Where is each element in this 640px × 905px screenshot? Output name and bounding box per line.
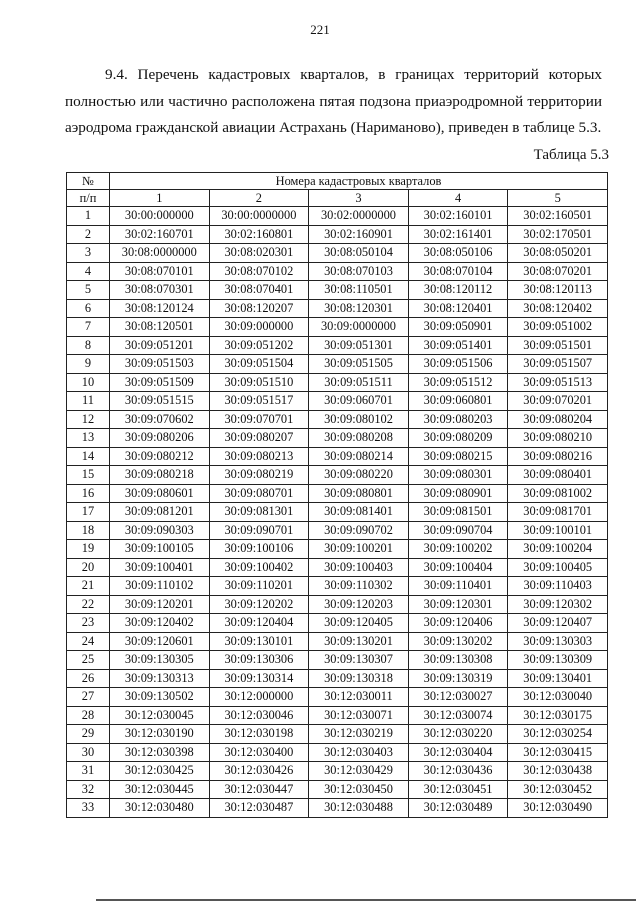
cadastral-number-cell: 30:12:030452	[508, 780, 608, 799]
cadastral-number-cell: 30:09:051503	[110, 355, 210, 374]
cadastral-number-cell: 30:09:080214	[309, 447, 409, 466]
table-row	[67, 503, 608, 522]
cadastral-number-cell: 30:09:130319	[408, 669, 508, 688]
row-number-cell: 25	[67, 651, 110, 670]
cadastral-number-cell: 30:09:060801	[408, 392, 508, 411]
cadastral-number-cell: 30:09:120201	[110, 595, 210, 614]
cadastral-number-cell: 30:00:000000	[110, 207, 210, 226]
table-row	[67, 410, 608, 429]
cadastral-number-cell: 30:09:110302	[309, 577, 409, 596]
cadastral-number-cell: 30:09:090704	[408, 521, 508, 540]
cadastral-number-cell: 30:12:030490	[508, 799, 608, 818]
table-row	[67, 799, 608, 818]
table-row	[67, 706, 608, 725]
cadastral-number-cell: 30:09:130201	[309, 632, 409, 651]
cadastral-number-cell: 30:12:030074	[408, 706, 508, 725]
cadastral-number-cell: 30:09:051511	[309, 373, 409, 392]
page-number: 221	[310, 22, 330, 37]
cadastral-number-cell: 30:09:130305	[110, 651, 210, 670]
table-row	[67, 595, 608, 614]
cadastral-number-cell: 30:09:130313	[110, 669, 210, 688]
cadastral-number-cell: 30:09:100405	[508, 558, 608, 577]
cadastral-number-cell: 30:02:0000000	[309, 207, 409, 226]
table-row	[67, 281, 608, 300]
cadastral-number-cell: 30:09:110401	[408, 577, 508, 596]
cadastral-number-cell: 30:09:080301	[408, 466, 508, 485]
cadastral-number-cell: 30:12:030447	[209, 780, 309, 799]
cadastral-number-cell: 30:09:130309	[508, 651, 608, 670]
row-number-cell: 1	[67, 207, 110, 226]
cadastral-number-cell: 30:09:120302	[508, 595, 608, 614]
cadastral-number-cell: 30:09:100204	[508, 540, 608, 559]
cadastral-number-cell: 30:09:051301	[309, 336, 409, 355]
cadastral-number-cell: 30:12:030480	[110, 799, 210, 818]
cadastral-number-cell: 30:09:130502	[110, 688, 210, 707]
header-col-2: 2	[209, 190, 309, 207]
cadastral-number-cell: 30:09:110102	[110, 577, 210, 596]
row-number-cell: 33	[67, 799, 110, 818]
header-number: №	[67, 173, 110, 190]
row-number-cell: 23	[67, 614, 110, 633]
row-number-cell: 27	[67, 688, 110, 707]
cadastral-number-cell: 30:09:080207	[209, 429, 309, 448]
cadastral-number-cell: 30:08:070301	[110, 281, 210, 300]
cadastral-number-cell: 30:09:100202	[408, 540, 508, 559]
cadastral-number-cell: 30:12:030190	[110, 725, 210, 744]
cadastral-number-cell: 30:12:000000	[209, 688, 309, 707]
table-row	[67, 762, 608, 781]
row-number-cell: 22	[67, 595, 110, 614]
header-pp: п/п	[67, 190, 110, 207]
cadastral-number-cell: 30:09:080206	[110, 429, 210, 448]
cadastral-number-cell: 30:12:030488	[309, 799, 409, 818]
cadastral-number-cell: 30:12:030429	[309, 762, 409, 781]
cadastral-number-cell: 30:08:070102	[209, 262, 309, 281]
cadastral-number-cell: 30:09:051505	[309, 355, 409, 374]
cadastral-number-cell: 30:09:080801	[309, 484, 409, 503]
cadastral-number-cell: 30:09:130401	[508, 669, 608, 688]
cadastral-number-cell: 30:09:0000000	[309, 318, 409, 337]
row-number-cell: 20	[67, 558, 110, 577]
cadastral-number-cell: 30:09:100402	[209, 558, 309, 577]
cadastral-number-cell: 30:02:160901	[309, 225, 409, 244]
table-row	[67, 521, 608, 540]
cadastral-number-cell: 30:09:080204	[508, 410, 608, 429]
row-number-cell: 13	[67, 429, 110, 448]
table-row	[67, 688, 608, 707]
cadastral-number-cell: 30:08:070201	[508, 262, 608, 281]
cadastral-number-cell: 30:09:080203	[408, 410, 508, 429]
cadastral-number-cell: 30:08:120207	[209, 299, 309, 318]
row-number-cell: 10	[67, 373, 110, 392]
cadastral-number-cell: 30:09:130318	[309, 669, 409, 688]
cadastral-number-cell: 30:09:120601	[110, 632, 210, 651]
table-header-row-2	[67, 190, 608, 207]
cadastral-number-cell: 30:09:100404	[408, 558, 508, 577]
cadastral-number-cell: 30:12:030198	[209, 725, 309, 744]
cadastral-number-cell: 30:12:030445	[110, 780, 210, 799]
cadastral-number-cell: 30:09:000000	[209, 318, 309, 337]
row-number-cell: 2	[67, 225, 110, 244]
cadastral-number-cell: 30:09:130101	[209, 632, 309, 651]
cadastral-number-cell: 30:09:130307	[309, 651, 409, 670]
cadastral-number-cell: 30:12:030071	[309, 706, 409, 725]
cadastral-number-cell: 30:12:030254	[508, 725, 608, 744]
row-number-cell: 18	[67, 521, 110, 540]
table-row	[67, 558, 608, 577]
table-row	[67, 373, 608, 392]
cadastral-number-cell: 30:09:081501	[408, 503, 508, 522]
cadastral-number-cell: 30:12:030436	[408, 762, 508, 781]
cadastral-number-cell: 30:12:030045	[110, 706, 210, 725]
cadastral-number-cell: 30:02:161401	[408, 225, 508, 244]
cadastral-number-cell: 30:09:120402	[110, 614, 210, 633]
cadastral-number-cell: 30:12:030487	[209, 799, 309, 818]
cadastral-number-cell: 30:09:080219	[209, 466, 309, 485]
cadastral-number-cell: 30:09:051002	[508, 318, 608, 337]
cadastral-number-cell: 30:09:090701	[209, 521, 309, 540]
cadastral-number-cell: 30:08:050201	[508, 244, 608, 263]
cadastral-number-cell: 30:09:130303	[508, 632, 608, 651]
cadastral-number-cell: 30:02:170501	[508, 225, 608, 244]
cadastral-number-cell: 30:09:100106	[209, 540, 309, 559]
cadastral-number-cell: 30:09:080208	[309, 429, 409, 448]
table-row	[67, 392, 608, 411]
cadastral-number-cell: 30:09:120406	[408, 614, 508, 633]
cadastral-number-cell: 30:12:030425	[110, 762, 210, 781]
cadastral-number-cell: 30:09:100101	[508, 521, 608, 540]
table-row	[67, 484, 608, 503]
row-number-cell: 29	[67, 725, 110, 744]
row-number-cell: 8	[67, 336, 110, 355]
cadastral-number-cell: 30:09:080601	[110, 484, 210, 503]
table-row	[67, 614, 608, 633]
cadastral-number-cell: 30:09:051507	[508, 355, 608, 374]
cadastral-quarters-table	[66, 172, 608, 818]
table-row	[67, 743, 608, 762]
cadastral-number-cell: 30:12:030451	[408, 780, 508, 799]
cadastral-number-cell: 30:08:0000000	[110, 244, 210, 263]
cadastral-number-cell: 30:09:100201	[309, 540, 409, 559]
table-row	[67, 262, 608, 281]
row-number-cell: 21	[67, 577, 110, 596]
cadastral-number-cell: 30:09:080210	[508, 429, 608, 448]
table-row	[67, 651, 608, 670]
cadastral-number-cell: 30:09:080901	[408, 484, 508, 503]
cadastral-number-cell: 30:00:0000000	[209, 207, 309, 226]
cadastral-number-cell: 30:09:060701	[309, 392, 409, 411]
cadastral-number-cell: 30:12:030489	[408, 799, 508, 818]
cadastral-number-cell: 30:09:051506	[408, 355, 508, 374]
row-number-cell: 31	[67, 762, 110, 781]
cadastral-number-cell: 30:09:051515	[110, 392, 210, 411]
cadastral-number-cell: 30:09:120202	[209, 595, 309, 614]
row-number-cell: 11	[67, 392, 110, 411]
header-col-5: 5	[508, 190, 608, 207]
table-header-row-1	[67, 173, 608, 190]
table-row	[67, 299, 608, 318]
table-row	[67, 780, 608, 799]
table-row	[67, 577, 608, 596]
cadastral-number-cell: 30:12:030398	[110, 743, 210, 762]
cadastral-number-cell: 30:09:130308	[408, 651, 508, 670]
cadastral-number-cell: 30:08:020301	[209, 244, 309, 263]
row-number-cell: 5	[67, 281, 110, 300]
cadastral-number-cell: 30:09:081701	[508, 503, 608, 522]
cadastral-number-cell: 30:09:051509	[110, 373, 210, 392]
cadastral-number-cell: 30:08:120113	[508, 281, 608, 300]
cadastral-number-cell: 30:12:030438	[508, 762, 608, 781]
cadastral-number-cell: 30:09:051510	[209, 373, 309, 392]
cadastral-number-cell: 30:12:030450	[309, 780, 409, 799]
cadastral-number-cell: 30:09:070201	[508, 392, 608, 411]
cadastral-number-cell: 30:08:120124	[110, 299, 210, 318]
table-row	[67, 540, 608, 559]
row-number-cell: 14	[67, 447, 110, 466]
cadastral-number-cell: 30:09:110201	[209, 577, 309, 596]
cadastral-number-cell: 30:09:080701	[209, 484, 309, 503]
cadastral-number-cell: 30:09:130314	[209, 669, 309, 688]
cadastral-number-cell: 30:08:070103	[309, 262, 409, 281]
table-caption: Таблица 5.3	[533, 147, 609, 163]
cadastral-number-cell: 30:09:070701	[209, 410, 309, 429]
cadastral-number-cell: 30:09:051401	[408, 336, 508, 355]
cadastral-number-cell: 30:12:030175	[508, 706, 608, 725]
cadastral-number-cell: 30:09:051201	[110, 336, 210, 355]
cadastral-number-cell: 30:09:081002	[508, 484, 608, 503]
cadastral-number-cell: 30:08:050104	[309, 244, 409, 263]
cadastral-number-cell: 30:12:030415	[508, 743, 608, 762]
intro-paragraph	[65, 62, 602, 142]
cadastral-number-cell: 30:09:051513	[508, 373, 608, 392]
cadastral-number-cell: 30:09:080218	[110, 466, 210, 485]
row-number-cell: 24	[67, 632, 110, 651]
table-row	[67, 466, 608, 485]
cadastral-number-cell: 30:02:160101	[408, 207, 508, 226]
table-row	[67, 447, 608, 466]
row-number-cell: 3	[67, 244, 110, 263]
cadastral-number-cell: 30:12:030426	[209, 762, 309, 781]
cadastral-number-cell: 30:09:080213	[209, 447, 309, 466]
cadastral-number-cell: 30:09:100403	[309, 558, 409, 577]
row-number-cell: 6	[67, 299, 110, 318]
cadastral-number-cell: 30:09:081201	[110, 503, 210, 522]
cadastral-number-cell: 30:09:080215	[408, 447, 508, 466]
row-number-cell: 16	[67, 484, 110, 503]
cadastral-number-cell: 30:09:130202	[408, 632, 508, 651]
cadastral-number-cell: 30:12:030404	[408, 743, 508, 762]
table-row	[67, 632, 608, 651]
header-col-3: 3	[309, 190, 409, 207]
cadastral-number-cell: 30:12:030220	[408, 725, 508, 744]
cadastral-number-cell: 30:09:080212	[110, 447, 210, 466]
cadastral-number-cell: 30:08:050106	[408, 244, 508, 263]
cadastral-number-cell: 30:12:030403	[309, 743, 409, 762]
header-col-1: 1	[110, 190, 210, 207]
table-row	[67, 244, 608, 263]
cadastral-number-cell: 30:08:110501	[309, 281, 409, 300]
cadastral-number-cell: 30:08:070101	[110, 262, 210, 281]
header-col-4: 4	[408, 190, 508, 207]
row-number-cell: 17	[67, 503, 110, 522]
cadastral-number-cell: 30:09:051517	[209, 392, 309, 411]
cadastral-number-cell: 30:09:051504	[209, 355, 309, 374]
cadastral-number-cell: 30:08:120401	[408, 299, 508, 318]
cadastral-number-cell: 30:12:030027	[408, 688, 508, 707]
paragraph-text: 9.4. Перечень кадастровых кварталов, в границах территорий которых полностью или частично расположена пятая подзона приаэродромной территории аэродрома гражданской авиации Астрахань (Нариманово), приведен в таблице 5.3.	[65, 66, 602, 136]
row-number-cell: 12	[67, 410, 110, 429]
cadastral-number-cell: 30:09:090303	[110, 521, 210, 540]
row-number-cell: 32	[67, 780, 110, 799]
cadastral-number-cell: 30:09:070602	[110, 410, 210, 429]
cadastral-number-cell: 30:09:080401	[508, 466, 608, 485]
row-number-cell: 9	[67, 355, 110, 374]
cadastral-number-cell: 30:09:051501	[508, 336, 608, 355]
cadastral-number-cell: 30:09:080102	[309, 410, 409, 429]
cadastral-number-cell: 30:09:110403	[508, 577, 608, 596]
table-row	[67, 207, 608, 226]
table-row	[67, 355, 608, 374]
cadastral-number-cell: 30:08:120301	[309, 299, 409, 318]
table-row	[67, 429, 608, 448]
cadastral-number-cell: 30:09:050901	[408, 318, 508, 337]
cadastral-number-cell: 30:08:070104	[408, 262, 508, 281]
cadastral-number-cell: 30:09:081401	[309, 503, 409, 522]
cadastral-number-cell: 30:08:120112	[408, 281, 508, 300]
row-number-cell: 28	[67, 706, 110, 725]
table-row	[67, 318, 608, 337]
cadastral-number-cell: 30:09:100401	[110, 558, 210, 577]
cadastral-number-cell: 30:08:070401	[209, 281, 309, 300]
cadastral-number-cell: 30:12:030400	[209, 743, 309, 762]
cadastral-number-cell: 30:09:081301	[209, 503, 309, 522]
cadastral-number-cell: 30:09:080209	[408, 429, 508, 448]
table-row	[67, 725, 608, 744]
cadastral-number-cell: 30:09:120301	[408, 595, 508, 614]
cadastral-number-cell: 30:09:130306	[209, 651, 309, 670]
cadastral-number-cell: 30:02:160801	[209, 225, 309, 244]
cadastral-number-cell: 30:09:120407	[508, 614, 608, 633]
cadastral-number-cell: 30:12:030011	[309, 688, 409, 707]
cadastral-number-cell: 30:08:120501	[110, 318, 210, 337]
cadastral-number-cell: 30:09:100105	[110, 540, 210, 559]
cadastral-number-cell: 30:12:030046	[209, 706, 309, 725]
cadastral-number-cell: 30:02:160701	[110, 225, 210, 244]
row-number-cell: 15	[67, 466, 110, 485]
cadastral-number-cell: 30:09:120404	[209, 614, 309, 633]
row-number-cell: 4	[67, 262, 110, 281]
cadastral-number-cell: 30:12:030040	[508, 688, 608, 707]
table-body	[67, 207, 608, 818]
row-number-cell: 7	[67, 318, 110, 337]
table-row	[67, 336, 608, 355]
cadastral-number-cell: 30:08:120402	[508, 299, 608, 318]
cadastral-number-cell: 30:09:080216	[508, 447, 608, 466]
cadastral-number-cell: 30:02:160501	[508, 207, 608, 226]
bottom-rule	[96, 899, 636, 901]
table-row	[67, 225, 608, 244]
header-group: Номера кадастровых кварталов	[110, 173, 608, 190]
row-number-cell: 26	[67, 669, 110, 688]
cadastral-number-cell: 30:12:030219	[309, 725, 409, 744]
table-row	[67, 669, 608, 688]
row-number-cell: 19	[67, 540, 110, 559]
cadastral-number-cell: 30:09:090702	[309, 521, 409, 540]
cadastral-number-cell: 30:09:051202	[209, 336, 309, 355]
cadastral-number-cell: 30:09:120203	[309, 595, 409, 614]
cadastral-number-cell: 30:09:080220	[309, 466, 409, 485]
row-number-cell: 30	[67, 743, 110, 762]
cadastral-number-cell: 30:09:051512	[408, 373, 508, 392]
cadastral-number-cell: 30:09:120405	[309, 614, 409, 633]
